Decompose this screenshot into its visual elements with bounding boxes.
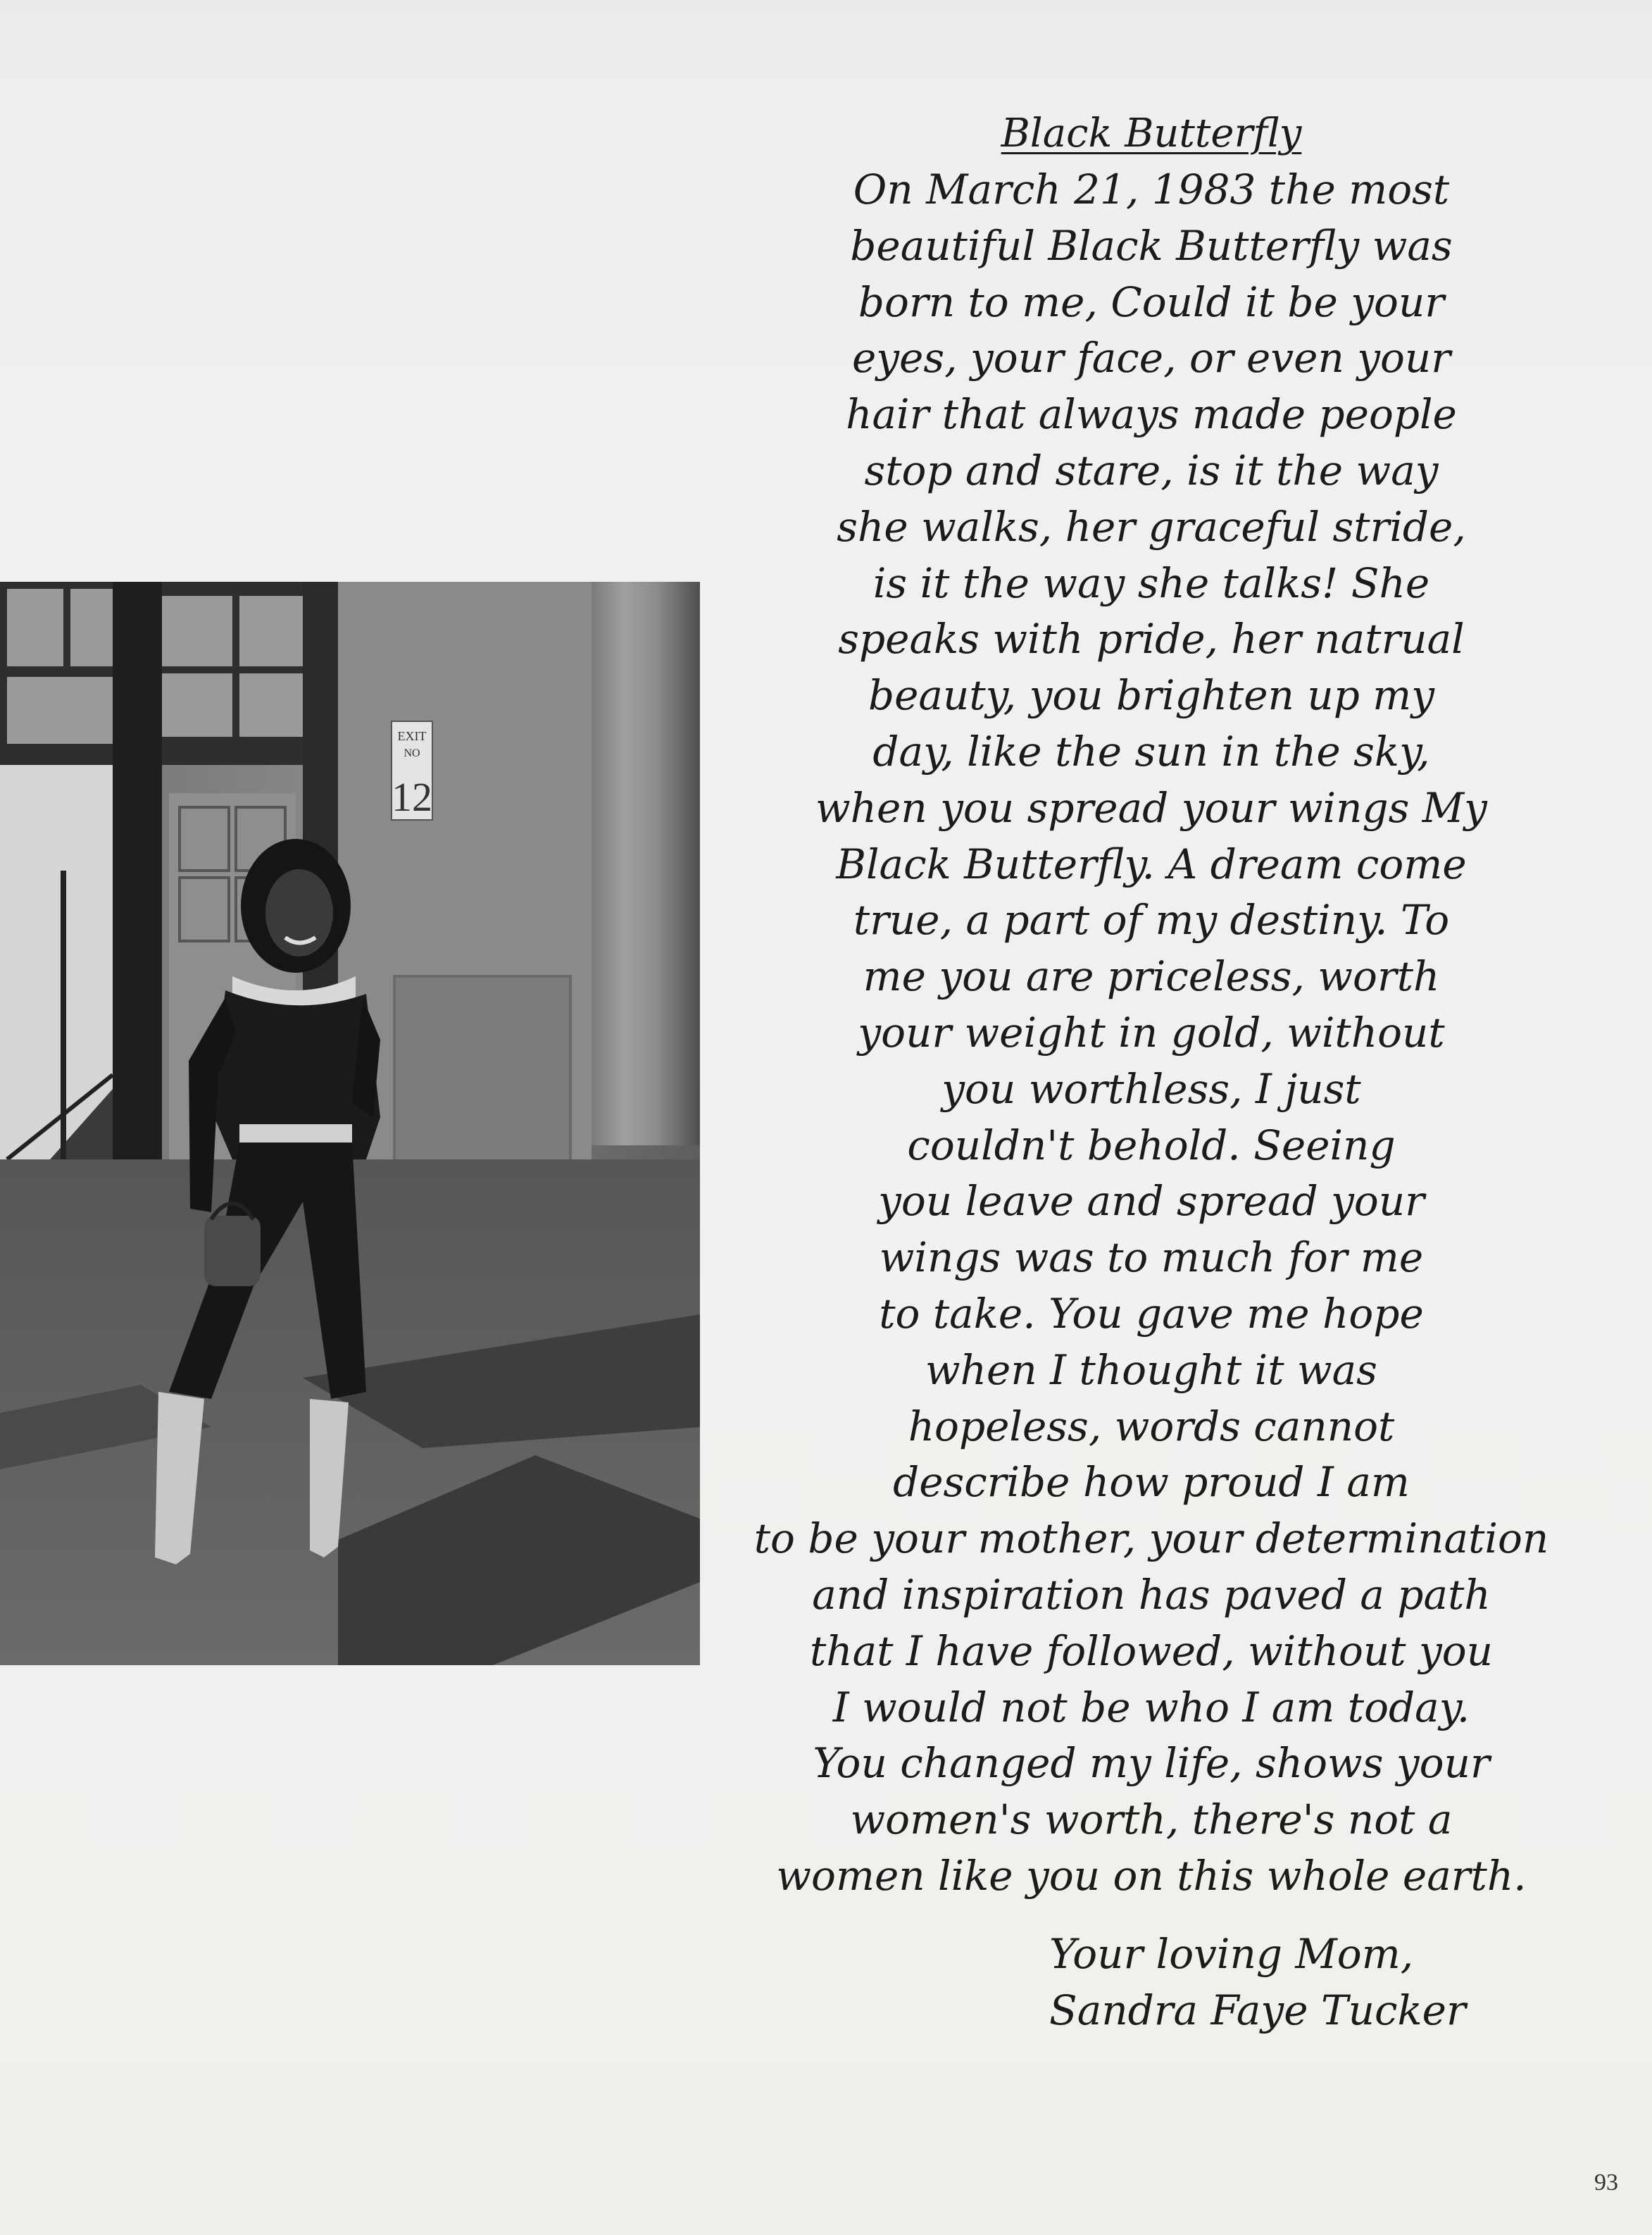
poem-line: wings was to much for me [879,1233,1424,1282]
page-number: 93 [1594,2169,1618,2196]
poem-line: hopeless, words cannot [908,1402,1395,1450]
poem-line: to be your mother, your determination [753,1514,1549,1563]
poem-title: Black Butterfly [1001,111,1302,156]
exit-sign-word: EXIT [397,729,427,743]
signature-name: Sandra Faye Tucker [1049,1986,1466,2034]
poem-line: couldn't behold. Seeing [907,1121,1396,1169]
poem-line: women like you on this whole earth. [776,1851,1527,1900]
poem-line: she walks, her graceful stride, [837,502,1466,551]
exit-sign-no: NO [403,747,420,759]
poem-line: beauty, you brighten up my [868,671,1435,720]
poem-line: eyes, your face, or even your [851,334,1451,382]
poem-line: speaks with pride, her natrual [838,615,1465,664]
poem-line: that I have followed, without you [809,1626,1494,1675]
exit-sign-number: 12 [392,774,432,820]
poem-line: describe how proud I am [893,1458,1410,1507]
poem-line: is it the way she talks! She [872,559,1430,607]
poem-line: to take. You gave me hope [879,1289,1424,1338]
poem-line: your weight in gold, without [858,1008,1445,1057]
poem-line: when you spread your wings My [815,783,1487,832]
poem-line: day, like the sun in the sky, [872,727,1430,776]
poem-line: true, a part of my destiny. To [853,896,1450,945]
photo-drawing [0,582,700,1665]
poem-line: You changed my life, shows your [813,1739,1490,1788]
poem-line: you worthless, I just [941,1064,1361,1113]
signature [1049,1926,1472,2038]
poem-line: me you are priceless, worth [863,952,1440,1001]
poem [746,106,1556,1905]
poem-line: On March 21, 1983 the most [853,166,1450,213]
signature-closing: Your loving Mom, [1049,1930,1414,1978]
poem-line: hair that always made people [846,390,1457,439]
poem-line: women's worth, there's not a [850,1795,1453,1844]
poem-line: stop and stare, is it the way [864,446,1439,494]
poem-line: I would not be who I am today. [832,1683,1470,1731]
poem-body [746,162,1556,1905]
photograph [0,582,700,1665]
poem-line: you leave and spread your [878,1177,1425,1226]
poem-line: Black Butterfly. A dream come [836,840,1467,888]
poem-line: when I thought it was [925,1345,1377,1394]
poem-line: beautiful Black Butterfly was [850,221,1453,270]
poem-line: born to me, Could it be your [858,278,1445,326]
poem-line: and inspiration has paved a path [812,1570,1491,1619]
